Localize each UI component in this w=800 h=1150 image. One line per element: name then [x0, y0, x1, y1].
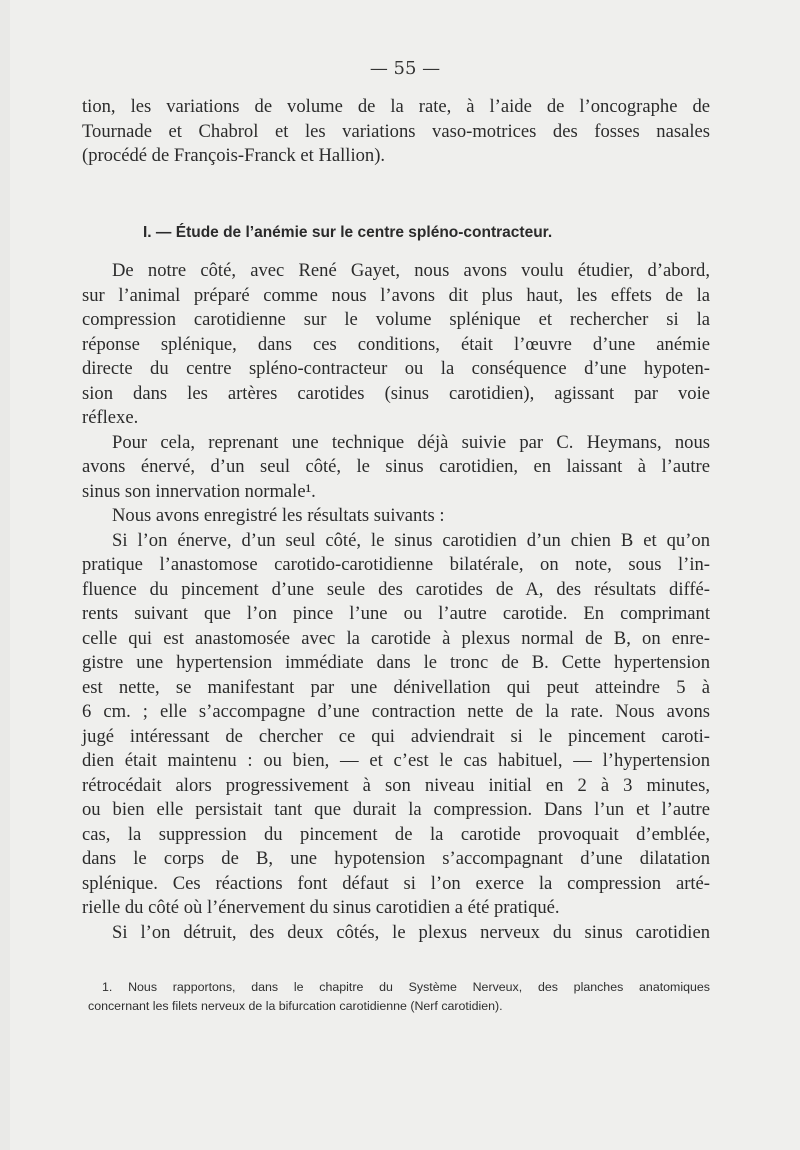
text-line: rents suivant que l’on pince l’une ou l’autre carotide. En comprimant: [82, 603, 710, 624]
text-line: réponse splénique, dans ces conditions, était l’œuvre d’une anémie: [82, 333, 710, 355]
text-line: 6 cm. ; elle s’accompagne d’une contraction nette de la rate. Nous avons: [82, 701, 710, 722]
footnote-line: concernant les filets nerveux de la bifurcation carotidienne (Nerf carotidien).: [88, 999, 503, 1013]
text-line: fluence du pincement d’une seule des carotides de A, des résultats diffé-: [82, 578, 710, 600]
text-line: compression carotidienne sur le volume splénique et rechercher si la: [82, 309, 710, 330]
footnote: [88, 978, 710, 1016]
page-number: — 55 —: [369, 58, 441, 79]
text-line: rétrocédait alors progressivement à son niveau initial en 2 à 3 minutes,: [82, 774, 710, 796]
text-line: De notre côté, avec René Gayet, nous avons voulu étudier, d’abord,: [112, 260, 710, 281]
text-line: sion dans les artères carotides (sinus carotidien), agissant par voie: [82, 382, 710, 404]
text-line: Si l’on énerve, d’un seul côté, le sinus carotidien d’un chien B et qu’on: [112, 529, 710, 551]
text-line: pratique l’anastomose carotido-carotidienne bilatérale, on note, sous l’in-: [82, 554, 710, 575]
text-line: directe du centre spléno-contracteur ou la conséquence d’une hypoten-: [82, 358, 710, 379]
text-line: tion, les variations de volume de la rate, à l’aide de l’oncographe de: [82, 96, 710, 117]
footnote-line: 1. Nous rapportons, dans le chapitre du Système Nerveux, des planches anatomiques: [102, 980, 710, 994]
text-line: réflexe.: [82, 407, 139, 428]
text-line: gistre une hypertension immédiate dans le tronc de B. Cette hypertension: [82, 652, 710, 673]
text-line: Tournade et Chabrol et les variations vaso-motrices des fosses nasales: [82, 120, 710, 142]
text-line: dien était maintenu : ou bien, — et c’est le cas habituel, — l’hypertension: [82, 750, 710, 771]
text-line: (procédé de François-Franck et Hallion).: [82, 145, 386, 166]
text-line: jugé intéressant de chercher ce qui adviendrait si le pincement caroti-: [82, 725, 710, 747]
text-line: rielle du côté où l’énervement du sinus carotidien a été pratiqué.: [82, 897, 560, 918]
text-line: Pour cela, reprenant une technique déjà suivie par C. Heymans, nous: [112, 431, 710, 453]
text-line: sinus son innervation normale¹.: [82, 480, 316, 502]
text-line: sur l’animal préparé comme nous l’avons dit plus haut, les effets de la: [82, 284, 710, 306]
text-line: celle qui est anastomosée avec la carotide à plexus normal de B, on enre-: [82, 627, 710, 649]
text-line: Nous avons enregistré les résultats suivants :: [112, 505, 445, 526]
text-line: cas, la suppression du pincement de la carotide provoquait d’emblée,: [82, 823, 710, 845]
scanned-page: [10, 0, 800, 1150]
intro-paragraph: [82, 95, 710, 169]
text-line: avons énervé, d’un seul côté, le sinus carotidien, en laissant à l’autre: [82, 456, 710, 477]
main-text: [82, 259, 710, 945]
text-line: est nette, se manifestant par une dénivellation qui peut atteindre 5 à: [82, 676, 710, 698]
text-line: Si l’on détruit, des deux côtés, le plexus nerveux du sinus carotidien: [112, 921, 710, 943]
text-line: dans le corps de B, une hypotension s’accompagnant d’une dilatation: [82, 848, 710, 869]
section-heading: I. — Étude de l’anémie sur le centre spléno-contracteur.: [143, 224, 553, 241]
text-line: ou bien elle persistait tant que durait la compression. Dans l’un et l’autre: [82, 799, 710, 820]
text-line: splénique. Ces réactions font défaut si l’on exerce la compression arté-: [82, 872, 710, 894]
